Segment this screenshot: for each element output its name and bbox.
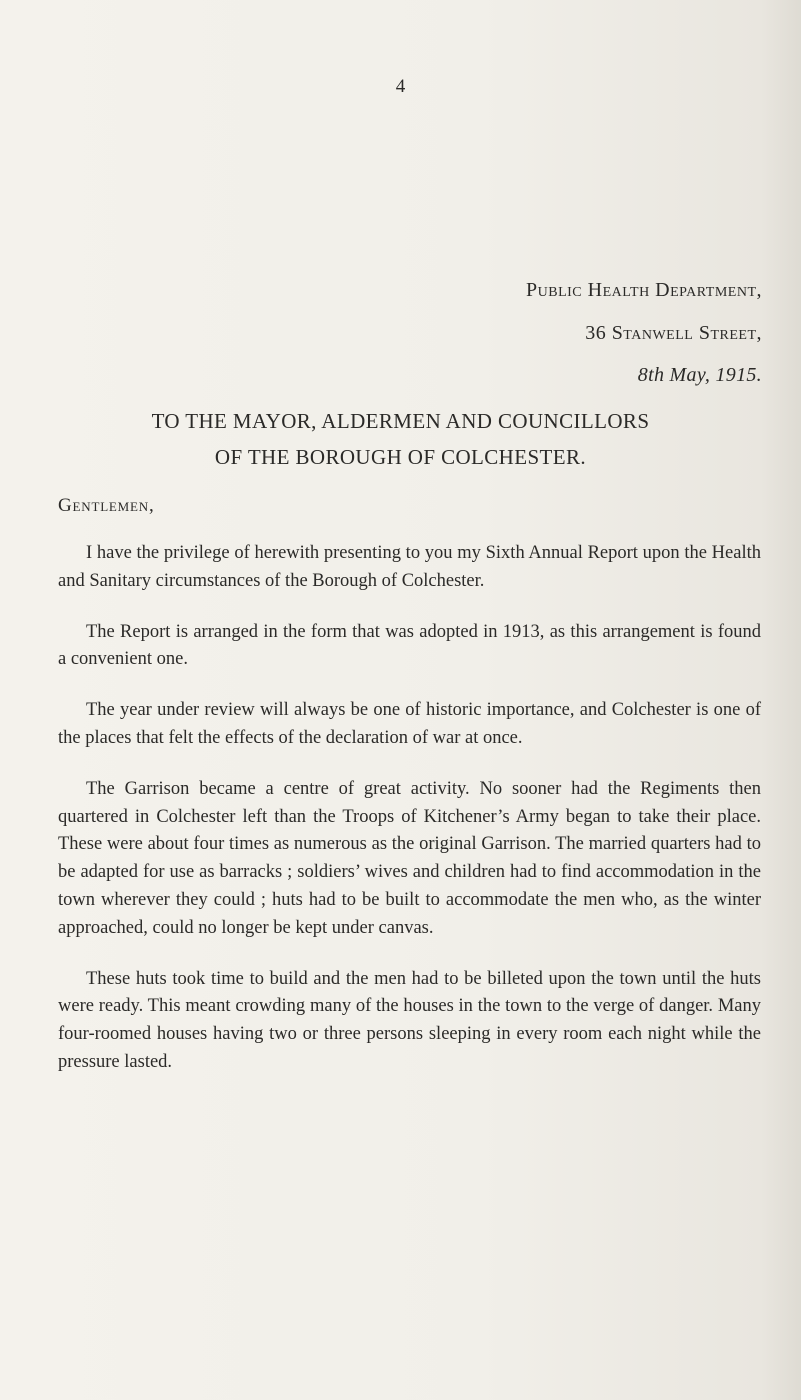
- paragraph-text: The year under review will always be one of historic importance, and Colchester is one of the places that felt the effects of the declaration of war at once.: [58, 700, 761, 748]
- page-number: 4: [395, 76, 406, 97]
- paragraph: [58, 619, 761, 675]
- letter-body: [58, 540, 761, 1100]
- paragraph: [58, 540, 761, 596]
- paragraph: [58, 697, 761, 753]
- paragraph-text: The Garrison became a centre of great activity. No sooner had the Regiments then quartered in Colchester left than the Troops of Kitchener’s Army began to take their place. These were about four times as numerous as the original Garrison. The married quarters had to be adapted for use as barracks ; soldiers’ wives and children had to find accommodation in the town wherever they could ; huts had to be built to accommodate the men who, as the winter approached, could no longer be kept under canvas.: [58, 778, 761, 938]
- greeting: Gentlemen,: [58, 495, 155, 516]
- paragraph-text: I have the privilege of herewith presenting to you my Sixth Annual Report upon the Health and Sanitary circumstances of the Borough of Colchester.: [58, 543, 761, 591]
- paragraph: [58, 776, 761, 943]
- paragraph: [58, 966, 761, 1077]
- street-address: 36 Stanwell Street,: [585, 322, 762, 344]
- addressee-line-1: TO THE MAYOR, ALDERMEN AND COUNCILLORS: [151, 409, 650, 433]
- paragraph-text: The Report is arranged in the form that was adopted in 1913, as this arrangement is found a convenient one.: [58, 621, 761, 670]
- paragraph-text: These huts took time to build and the men had to be billeted upon the town until the huts were ready. This meant crowding many of the houses in the town to the verge of danger. Many four-roomed houses having two or three persons sleeping in every room each night while the pressure lasted.: [58, 968, 761, 1072]
- letter-date: 8th May, 1915.: [637, 364, 762, 386]
- department-line: Public Health Department,: [526, 279, 762, 301]
- addressee-line-2: OF THE BOROUGH OF COLCHESTER.: [214, 445, 587, 469]
- addressee-block: [0, 403, 801, 475]
